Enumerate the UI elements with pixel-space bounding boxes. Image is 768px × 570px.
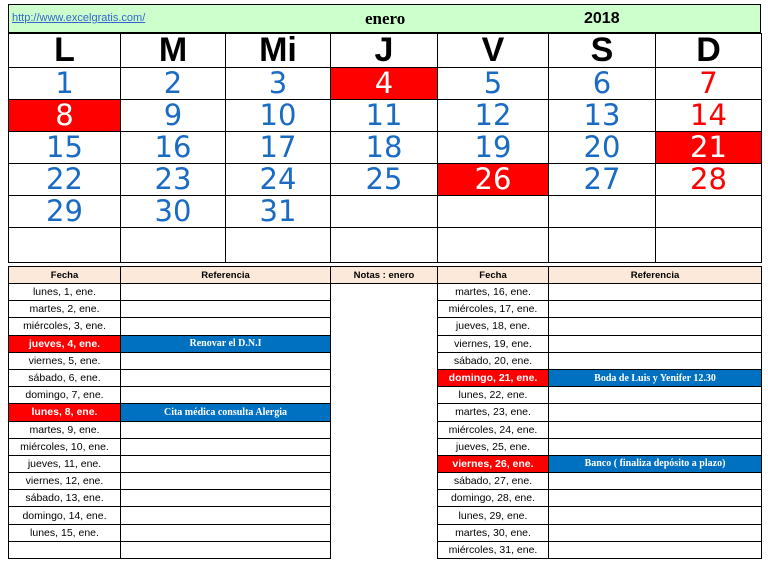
month-title: enero — [365, 9, 406, 28]
day-cell[interactable]: 18 — [331, 132, 438, 164]
note-date-cell[interactable]: miércoles, 10, ene. — [9, 438, 121, 455]
weekday-header: Mi — [226, 34, 331, 68]
day-cell[interactable] — [438, 196, 549, 228]
day-cell[interactable]: 15 — [9, 132, 121, 164]
weekday-header: S — [549, 34, 656, 68]
day-cell[interactable]: 10 — [226, 100, 331, 132]
note-row — [9, 438, 762, 455]
day-cell[interactable]: 26 — [438, 164, 549, 196]
year-label: 2018 — [584, 10, 620, 27]
notes-column-cell[interactable] — [331, 301, 438, 318]
fecha-header: Fecha — [9, 267, 121, 284]
weekday-header: M — [121, 34, 226, 68]
day-cell[interactable]: 23 — [121, 164, 226, 196]
note-date-cell[interactable]: martes, 2, ene. — [9, 301, 121, 318]
note-date-cell[interactable]: lunes, 22, ene. — [438, 387, 549, 404]
note-date-cell[interactable]: domingo, 7, ene. — [9, 387, 121, 404]
note-row — [9, 318, 762, 335]
note-reference-cell[interactable] — [549, 352, 762, 369]
note-row — [9, 421, 762, 438]
note-reference-cell[interactable] — [549, 335, 762, 352]
day-cell[interactable]: 19 — [438, 132, 549, 164]
note-reference-cell[interactable] — [549, 507, 762, 524]
note-reference-cell[interactable] — [549, 473, 762, 490]
day-cell[interactable]: 30 — [121, 196, 226, 228]
notes-column-cell[interactable] — [331, 387, 438, 404]
notes-table — [8, 266, 762, 559]
note-reference-cell[interactable] — [549, 387, 762, 404]
note-reference-cell[interactable] — [549, 404, 762, 421]
day-cell[interactable] — [656, 196, 762, 228]
day-cell[interactable]: 4 — [331, 68, 438, 100]
blank-week-row — [9, 228, 762, 263]
note-date-cell[interactable]: lunes, 15, ene. — [9, 524, 121, 541]
note-date-cell[interactable]: viernes, 19, ene. — [438, 335, 549, 352]
weekday-header: L — [9, 34, 121, 68]
note-reference-cell[interactable] — [121, 284, 331, 301]
day-cell[interactable]: 5 — [438, 68, 549, 100]
day-cell[interactable]: 6 — [549, 68, 656, 100]
day-cell[interactable]: 3 — [226, 68, 331, 100]
note-row — [9, 284, 762, 301]
note-date-cell[interactable]: lunes, 1, ene. — [9, 284, 121, 301]
note-reference-cell[interactable] — [121, 387, 331, 404]
day-cell[interactable]: 1 — [9, 68, 121, 100]
note-date-cell[interactable]: viernes, 26, ene. — [438, 455, 549, 472]
day-cell[interactable]: 25 — [331, 164, 438, 196]
notes-column-cell[interactable] — [331, 404, 438, 421]
note-date-cell[interactable]: martes, 23, ene. — [438, 404, 549, 421]
note-date-cell[interactable]: jueves, 18, ene. — [438, 318, 549, 335]
week-row — [9, 68, 762, 100]
note-reference-cell[interactable]: Renovar el D.N.I — [121, 335, 331, 352]
note-row — [9, 335, 762, 352]
day-cell[interactable]: 28 — [656, 164, 762, 196]
day-cell[interactable]: 16 — [121, 132, 226, 164]
note-reference-cell[interactable]: Boda de Luis y Yenifer 12.30 — [549, 369, 762, 386]
notes-column-cell[interactable] — [331, 369, 438, 386]
weekday-header: J — [331, 34, 438, 68]
note-date-cell[interactable]: domingo, 21, ene. — [438, 369, 549, 386]
day-cell[interactable]: 29 — [9, 196, 121, 228]
note-date-cell[interactable]: viernes, 12, ene. — [9, 473, 121, 490]
blank-cell[interactable] — [226, 228, 331, 263]
note-row — [9, 507, 762, 524]
note-row — [9, 387, 762, 404]
day-cell[interactable]: 22 — [9, 164, 121, 196]
note-row — [9, 455, 762, 472]
note-reference-cell[interactable]: Cita médica consulta Alergia — [121, 404, 331, 421]
weekday-header-row — [9, 34, 762, 68]
note-reference-cell[interactable] — [549, 438, 762, 455]
calendar-sheet — [8, 4, 763, 558]
day-cell[interactable]: 24 — [226, 164, 331, 196]
notas-header: Notas : enero — [331, 267, 438, 284]
note-reference-cell[interactable] — [549, 301, 762, 318]
note-date-cell[interactable]: domingo, 14, ene. — [9, 507, 121, 524]
blank-cell[interactable] — [438, 228, 549, 263]
note-reference-cell[interactable] — [121, 369, 331, 386]
note-row — [9, 352, 762, 369]
day-cell[interactable]: 7 — [656, 68, 762, 100]
note-reference-cell[interactable] — [121, 541, 331, 558]
blank-cell[interactable] — [9, 228, 121, 263]
note-date-cell[interactable] — [9, 541, 121, 558]
note-reference-cell[interactable] — [121, 318, 331, 335]
note-reference-cell[interactable] — [549, 318, 762, 335]
note-date-cell[interactable]: sábado, 6, ene. — [9, 369, 121, 386]
note-row — [9, 473, 762, 490]
day-cell[interactable]: 14 — [656, 100, 762, 132]
referencia-header: Referencia — [121, 267, 331, 284]
notes-column-cell[interactable] — [331, 524, 438, 541]
note-date-cell[interactable]: martes, 9, ene. — [9, 421, 121, 438]
notes-column-cell[interactable] — [331, 455, 438, 472]
note-reference-cell[interactable] — [121, 507, 331, 524]
note-date-cell[interactable]: lunes, 8, ene. — [9, 404, 121, 421]
note-date-cell[interactable]: jueves, 25, ene. — [438, 438, 549, 455]
note-row — [9, 369, 762, 386]
referencia-header: Referencia — [549, 267, 762, 284]
week-row — [9, 196, 762, 228]
note-date-cell[interactable]: jueves, 4, ene. — [9, 335, 121, 352]
note-date-cell[interactable]: martes, 30, ene. — [438, 524, 549, 541]
note-date-cell[interactable]: viernes, 5, ene. — [9, 352, 121, 369]
fecha-header: Fecha — [438, 267, 549, 284]
day-cell[interactable]: 12 — [438, 100, 549, 132]
weekday-header: V — [438, 34, 549, 68]
note-reference-cell[interactable] — [121, 490, 331, 507]
website-link[interactable]: http://www.excelgratis.com/ — [12, 12, 146, 24]
note-date-cell[interactable]: miércoles, 17, ene. — [438, 301, 549, 318]
note-date-cell[interactable]: sábado, 20, ene. — [438, 352, 549, 369]
notes-column-cell[interactable] — [331, 318, 438, 335]
note-reference-cell[interactable] — [121, 455, 331, 472]
note-reference-cell[interactable] — [549, 541, 762, 558]
day-cell[interactable]: 2 — [121, 68, 226, 100]
day-cell[interactable]: 31 — [226, 196, 331, 228]
note-row — [9, 541, 762, 558]
day-cell[interactable]: 9 — [121, 100, 226, 132]
note-date-cell[interactable]: sábado, 27, ene. — [438, 473, 549, 490]
day-cell[interactable]: 27 — [549, 164, 656, 196]
day-cell[interactable]: 13 — [549, 100, 656, 132]
note-row — [9, 490, 762, 507]
day-cell[interactable] — [549, 196, 656, 228]
notes-column-cell[interactable] — [331, 421, 438, 438]
day-cell[interactable]: 21 — [656, 132, 762, 164]
notes-header-row — [9, 267, 762, 284]
day-cell[interactable]: 20 — [549, 132, 656, 164]
note-reference-cell[interactable] — [121, 421, 331, 438]
notes-column-cell[interactable] — [331, 541, 438, 558]
notes-column-cell[interactable] — [331, 335, 438, 352]
note-date-cell[interactable]: miércoles, 3, ene. — [9, 318, 121, 335]
note-reference-cell[interactable]: Banco ( finaliza depósito a plazo) — [549, 455, 762, 472]
week-row — [9, 132, 762, 164]
note-reference-cell[interactable] — [121, 473, 331, 490]
blank-cell[interactable] — [331, 228, 438, 263]
note-date-cell[interactable]: miércoles, 24, ene. — [438, 421, 549, 438]
note-reference-cell[interactable] — [121, 438, 331, 455]
day-cell[interactable] — [331, 196, 438, 228]
blank-cell[interactable] — [549, 228, 656, 263]
note-reference-cell[interactable] — [549, 490, 762, 507]
day-cell[interactable]: 8 — [9, 100, 121, 132]
note-date-cell[interactable]: lunes, 29, ene. — [438, 507, 549, 524]
week-row — [9, 100, 762, 132]
notes-column-cell[interactable] — [331, 438, 438, 455]
notes-column-cell[interactable] — [331, 352, 438, 369]
note-row — [9, 404, 762, 421]
weekday-header: D — [656, 34, 762, 68]
blank-cell[interactable] — [656, 228, 762, 263]
blank-cell[interactable] — [121, 228, 226, 263]
note-reference-cell[interactable] — [549, 421, 762, 438]
note-date-cell[interactable]: domingo, 28, ene. — [438, 490, 549, 507]
note-date-cell[interactable]: martes, 16, ene. — [438, 284, 549, 301]
note-date-cell[interactable]: miércoles, 31, ene. — [438, 541, 549, 558]
notes-column-cell[interactable] — [331, 284, 438, 301]
week-row — [9, 164, 762, 196]
note-reference-cell[interactable] — [121, 524, 331, 541]
note-date-cell[interactable]: sábado, 13, ene. — [9, 490, 121, 507]
note-reference-cell[interactable] — [549, 524, 762, 541]
note-row — [9, 301, 762, 318]
day-cell[interactable]: 17 — [226, 132, 331, 164]
note-date-cell[interactable]: jueves, 11, ene. — [9, 455, 121, 472]
note-reference-cell[interactable] — [121, 352, 331, 369]
month-grid — [8, 33, 762, 263]
day-cell[interactable]: 11 — [331, 100, 438, 132]
notes-column-cell[interactable] — [331, 473, 438, 490]
calendar-header — [8, 4, 761, 33]
note-row — [9, 524, 762, 541]
notes-column-cell[interactable] — [331, 490, 438, 507]
note-reference-cell[interactable] — [549, 284, 762, 301]
notes-column-cell[interactable] — [331, 507, 438, 524]
note-reference-cell[interactable] — [121, 301, 331, 318]
